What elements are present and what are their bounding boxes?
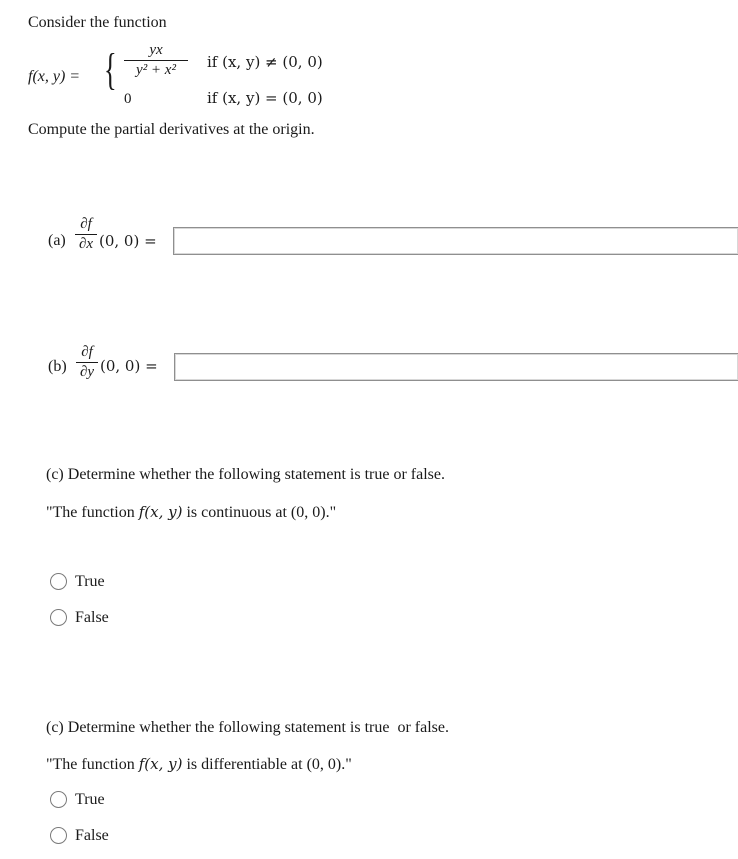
part-a-derivative [75,216,97,253]
case2-condition: if (x, y) = (0, 0) [207,89,323,107]
part-b-point: (0, 0) = [100,357,158,375]
part-c1-false-radio[interactable] [50,609,67,626]
function-lhs: f(x, y) = [28,68,81,85]
left-brace: { [104,45,117,94]
part-c1-true-label[interactable]: True [75,573,105,590]
case1-denominator: y² + x² [136,62,176,78]
case1-fraction [124,42,188,79]
part-c1-statement [46,502,336,523]
part-b-answer-input[interactable] [174,353,738,381]
part-c2-statement [46,754,352,775]
part-c1-false-label[interactable]: False [75,609,109,626]
part-c2-false-radio[interactable] [50,827,67,844]
case1-numerator: yx [149,42,163,58]
part-c2-true-label[interactable]: True [75,791,105,808]
part-a-label: (a) [48,232,66,249]
part-a-point: (0, 0) = [99,232,157,250]
part-b-derivative [76,344,98,381]
statement-prefix: "The function [46,756,139,773]
statement-function: f(x, y) [138,755,183,773]
part-a-answer-input[interactable] [173,227,738,255]
case1-condition: if (x, y) ≠ (0, 0) [207,53,323,71]
part-c1-prompt: (c) Determine whether the following statement is true or false. [46,466,445,483]
part-c2-false-label[interactable]: False [75,827,109,844]
part-a-numerator: ∂f [80,216,92,232]
case2-value: 0 [124,91,132,107]
statement-suffix: is differentiable at (0, 0)." [182,756,352,773]
part-b-denominator: ∂y [79,364,95,380]
statement-suffix: is continuous at (0, 0)." [182,504,337,521]
instruction-text: Compute the partial derivatives at the origin. [28,121,315,138]
part-c1-true-radio[interactable] [50,573,67,590]
statement-function: f(x, y) [138,503,183,521]
part-c2-true-radio[interactable] [50,791,67,808]
part-b-numerator: ∂f [81,344,93,360]
intro-text: Consider the function [28,14,167,31]
part-a-denominator: ∂x [78,236,94,252]
part-b-label: (b) [48,358,67,375]
statement-prefix: "The function [46,504,139,521]
fraction-bar [75,234,97,235]
fraction-bar [124,60,188,61]
fraction-bar [76,362,98,363]
part-c2-prompt: (c) Determine whether the following statement is true or false. [46,719,449,736]
